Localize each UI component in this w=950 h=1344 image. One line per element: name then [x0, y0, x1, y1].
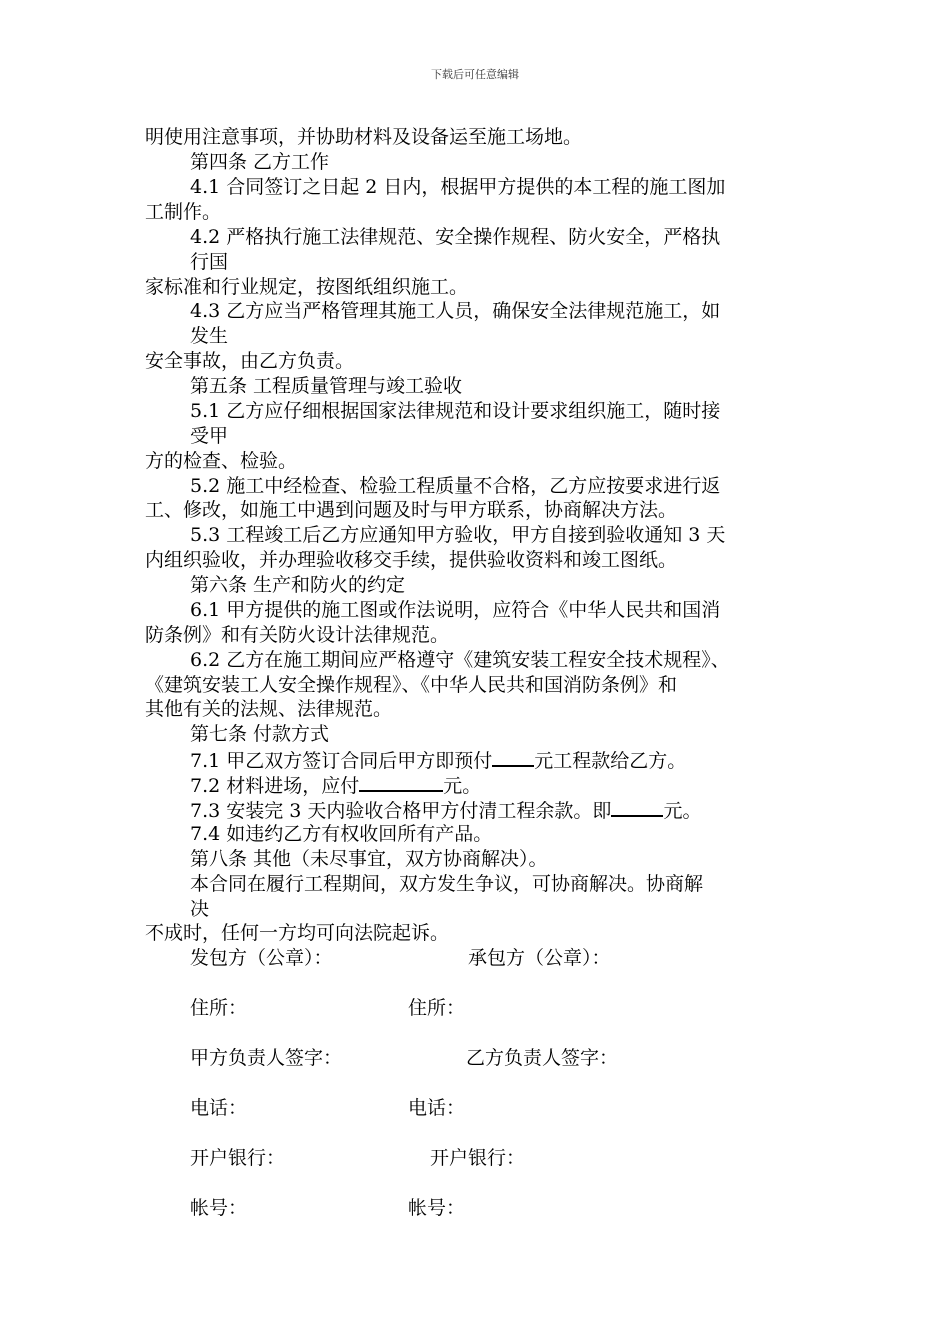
text-line: 决	[190, 898, 210, 920]
blank-amount-field	[492, 747, 534, 767]
text-line: 受甲	[190, 425, 229, 447]
clause-7-3	[190, 797, 701, 823]
clause-5-2: 5.2 施工中经检查、检验工程质量不合格，乙方应按要求进行返	[190, 475, 721, 497]
text-line: 明使用注意事项，并协助材料及设备运至施工场地。	[145, 126, 583, 148]
clause-5-3: 5.3 工程竣工后乙方应通知甲方验收，甲方自接到验收通知 3 天	[190, 524, 726, 546]
clause-6-1: 6.1 甲方提供的施工图或作法说明，应符合《中华人民共和国消	[190, 599, 721, 621]
article-5-heading: 第五条 工程质量管理与竣工验收	[190, 375, 463, 397]
clause-text: 7.3 安装完 3 天内验收合格甲方付清工程余款。即	[190, 800, 612, 822]
text-line: 不成时，任何一方均可向法院起诉。	[145, 922, 450, 944]
clause-text: 元工程款给乙方。	[534, 750, 687, 772]
blank-amount-field	[359, 772, 443, 792]
party-a-address-label: 住所：	[190, 997, 248, 1019]
clause-8-text: 本合同在履行工程期间，双方发生争议，可协商解决。协商解	[190, 873, 704, 895]
text-line: 工制作。	[145, 201, 222, 223]
text-line: 方的检查、检验。	[145, 450, 298, 472]
party-a-phone-label: 电话：	[190, 1097, 248, 1119]
text-line: 家标准和行业规定，按图纸组织施工。	[145, 276, 469, 298]
clause-5-1: 5.1 乙方应仔细根据国家法律规范和设计要求组织施工，随时接	[190, 400, 721, 422]
party-b-phone-label: 电话：	[408, 1097, 466, 1119]
party-a-account-label: 帐号：	[190, 1197, 248, 1219]
party-b-account-label: 帐号：	[408, 1197, 466, 1219]
clause-6-2: 6.2 乙方在施工期间应严格遵守《建筑安装工程安全技术规程》、	[190, 649, 730, 671]
party-b-bank-label: 开户银行：	[430, 1147, 526, 1169]
party-b-seal-label: 承包方（公章）：	[468, 947, 611, 969]
clause-text: 7.1 甲乙双方签订合同后甲方即预付	[190, 750, 493, 772]
clause-text: 元。	[443, 775, 482, 797]
party-b-representative-label: 乙方负责人签字：	[466, 1047, 619, 1069]
text-line: 防条例》和有关防火设计法律规范。	[145, 624, 450, 646]
party-a-seal-label: 发包方（公章）：	[190, 947, 333, 969]
clause-7-4: 7.4 如违约乙方有权收回所有产品。	[190, 823, 493, 845]
article-6-heading: 第六条 生产和防火的约定	[190, 574, 406, 596]
text-line: 其他有关的法规、法律规范。	[145, 698, 393, 720]
clause-4-1: 4.1 合同签订之日起 2 日内，根据甲方提供的本工程的施工图加	[190, 176, 726, 198]
text-line: 《建筑安装工人安全操作规程》、《中华人民共和国消防条例》和	[145, 674, 678, 696]
clause-4-3: 4.3 乙方应当严格管理其施工人员，确保安全法律规范施工，如	[190, 300, 721, 322]
party-a-bank-label: 开户银行：	[190, 1147, 286, 1169]
clause-7-1	[190, 747, 686, 773]
article-4-heading: 第四条 乙方工作	[190, 151, 330, 173]
text-line: 安全事故，由乙方负责。	[145, 350, 355, 372]
text-line: 发生	[190, 325, 229, 347]
clause-4-2: 4.2 严格执行施工法律规范、安全操作规程、防火安全，严格执	[190, 226, 721, 248]
party-b-address-label: 住所：	[408, 997, 466, 1019]
clause-text: 元。	[663, 800, 702, 822]
clause-text: 7.2 材料进场，应付	[190, 775, 360, 797]
clause-7-2	[190, 772, 481, 798]
article-8-heading: 第八条 其他（未尽事宜，双方协商解决）。	[190, 848, 548, 870]
text-line: 工、修改，如施工中遇到问题及时与甲方联系，协商解决方法。	[145, 499, 678, 521]
text-line: 内组织验收，并办理验收移交手续，提供验收资料和竣工图纸。	[145, 549, 678, 571]
party-a-representative-label: 甲方负责人签字：	[190, 1047, 343, 1069]
blank-amount-field	[611, 797, 663, 817]
article-7-heading: 第七条 付款方式	[190, 723, 330, 745]
text-line: 行国	[190, 251, 229, 273]
page-header-note: 下载后可任意编辑	[431, 68, 519, 81]
